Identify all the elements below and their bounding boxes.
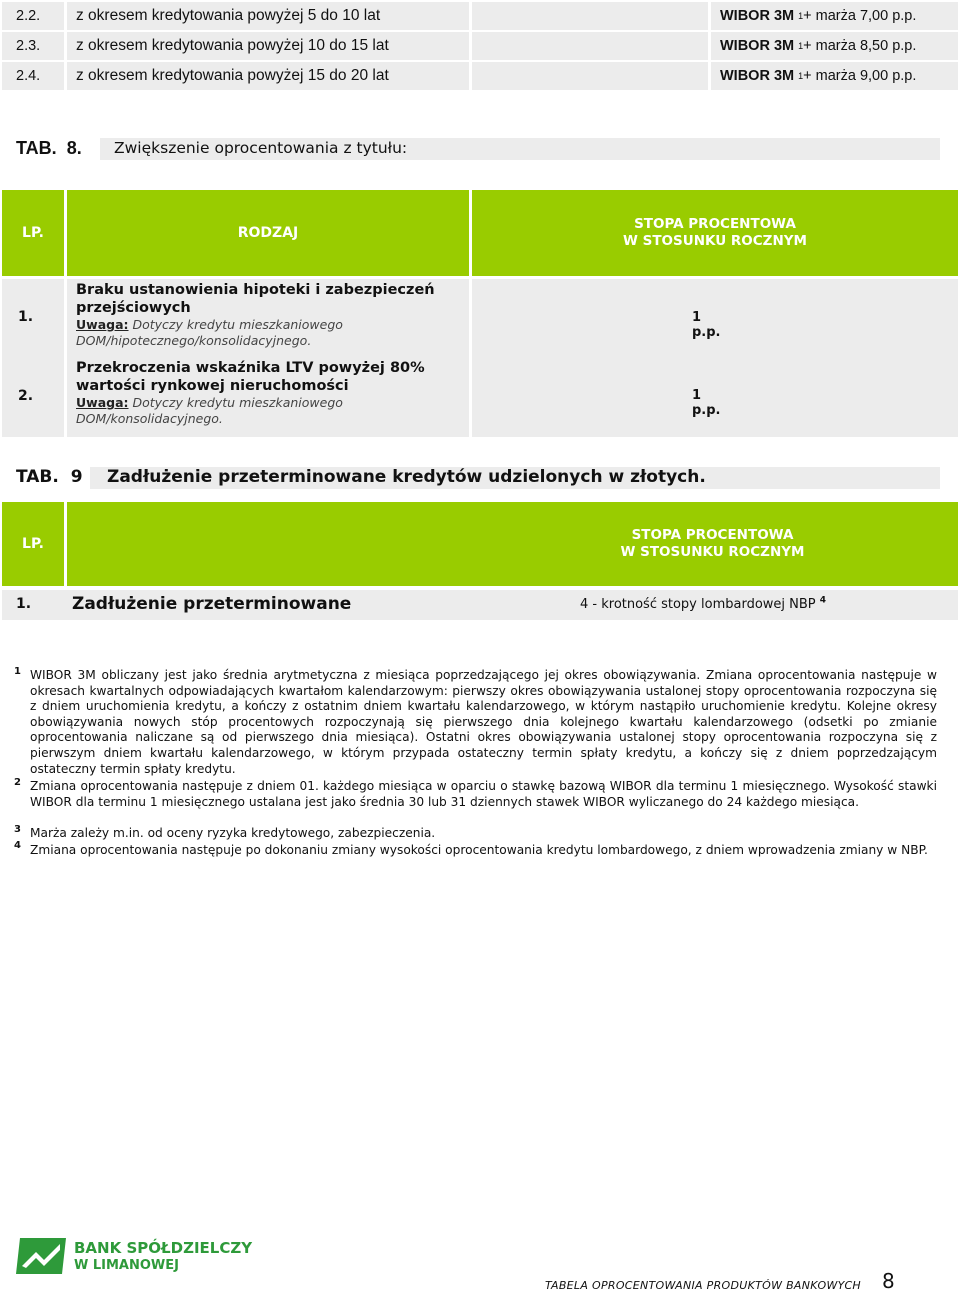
row-note (76, 317, 466, 349)
row-rate: 1 p.p. (692, 388, 721, 418)
row-description: z okresem kredytowania powyżej 5 do 10 lat (67, 2, 469, 30)
row-rate (580, 597, 826, 612)
footnote-ref: 4 (819, 595, 827, 606)
note-label: Uwaga: (76, 317, 129, 332)
footnote-text: Zmiana oprocentowania następuje po dokonaniu zmiany wysokości oprocentowania kredytu lombardowego, z dniem wprowadzenia zmiany w NBP. (30, 843, 928, 857)
row-rate: 1 p.p. (692, 310, 721, 340)
rate-base: WIBOR 3M (720, 38, 795, 54)
rate-margin: + marża 8,50 p.p. (803, 38, 917, 54)
row-number: 2.2. (2, 2, 64, 30)
page-number: 8 (882, 1269, 895, 1293)
tab8-title: Zwiększenie oprocentowania z tytułu: (114, 139, 408, 157)
bank-logo (16, 1236, 256, 1278)
header-stopa-line2: W STOSUNKU ROCZNYM (623, 233, 807, 249)
header-stopa (472, 190, 958, 276)
bank-name-line1: BANK SPÓŁDZIELCZY (74, 1239, 253, 1257)
note-label: Uwaga: (76, 395, 129, 410)
tab-label: TAB. (16, 138, 57, 158)
document-title: TABELA OPROCENTOWANIA PRODUKTÓW BANKOWYCH (545, 1279, 862, 1292)
footnote-text: WIBOR 3M obliczany jest jako średnia arytmetyczna z miesiąca poprzedzającego jej okres obowiązywania. Zmiana oprocentowania następuje w okresach kwartalnych odpowiadających kwartałom kalendarzowym: pierwszy okres obowiązywania ustalonej stopy oprocentowania rozpoczyna się z dniem uruchomienia kredytu, a kończy z ostatnim dniem kwartału kalendarzowego, w którym nastąpiło uruchomienie kredytu. Kolejne okresy obowiązywania nowych stóp procentowych rozpoczynają się pierwszego dnia kolejnego kwartału kalendarzowego (odsetki po zmianie oprocentowania naliczane są od pierwszego dnia miesiąca). Ostatni okres obowiązywania ustalonej stopy oprocentowania rozpoczyna się z pierwszym dniem kwartału kalendarzowego, w którym przypada ostateczny termin spłaty kredytu, a kończy się z dniem poprzedzającym ostateczny termin spłaty kredytu. (30, 668, 937, 776)
row-note (76, 395, 466, 427)
tab8-col-lp (2, 279, 64, 437)
row-title: Przekroczenia wskaźnika LTV powyżej 80% wartości rynkowej nieruchomości (76, 360, 425, 394)
header-lp: LP. (2, 502, 64, 586)
tab-number: 8. (66, 138, 82, 158)
row-description: z okresem kredytowania powyżej 10 do 15 lat (67, 32, 469, 60)
header-stopa-line1: STOPA PROCENTOWA (631, 527, 794, 543)
footnote-text: Zmiana oprocentowania następuje z dniem 01. każdego miesiąca w oparciu o stawkę bazową WIBOR dla terminu 1 miesięcznego. Wysokość stawki WIBOR dla terminu 1 miesięcznego ustalana jest jako średnia 30 lub 31 dziennych stawek WIBOR wyliczanego do 24 każdego miesiąca. (30, 779, 937, 809)
tab8-label (16, 138, 82, 159)
bank-logo-icon (16, 1236, 70, 1276)
row-rate: WIBOR 3M 1 + marża 8,50 p.p. (711, 32, 958, 60)
row-rate: WIBOR 3M 1 + marża 9,00 p.p. (711, 62, 958, 90)
header-stopa-line1: STOPA PROCENTOWA (634, 216, 796, 232)
header-stopa (67, 502, 958, 586)
footnote-number: 3 (14, 824, 21, 835)
rate-text: 4 - krotność stopy lombardowej NBP (580, 597, 816, 612)
note-text: Dotyczy kredytu mieszkaniowego DOM/konsolidacyjnego. (76, 395, 343, 426)
footnote-text: Marża zależy m.in. od oceny ryzyka kredytowego, zabezpieczenia. (30, 826, 436, 840)
footnote-number: 2 (14, 777, 21, 788)
row-blank (472, 2, 708, 30)
row-number: 1. (18, 309, 34, 325)
tab-label: TAB. (16, 467, 59, 487)
tab9-label (16, 467, 83, 487)
header-rodzaj: RODZAJ (67, 190, 469, 276)
tab9-title: Zadłużenie przeterminowane kredytów udzielonych w złotych. (107, 467, 706, 487)
header-stopa-line2: W STOSUNKU ROCZNYM (620, 544, 805, 560)
row-number: 2.4. (2, 62, 64, 90)
row-title: Zadłużenie przeterminowane (72, 594, 352, 614)
row-number: 2. (18, 388, 34, 404)
footnote-number: 1 (14, 666, 21, 677)
row-blank (472, 62, 708, 90)
row-title: Braku ustanowienia hipoteki i zabezpieczeń przejściowych (76, 282, 435, 316)
row-blank (472, 32, 708, 60)
rate-margin: + marża 9,00 p.p. (803, 68, 917, 84)
row-content (76, 359, 466, 427)
tab-number: 9 (70, 467, 83, 487)
footnote-number: 4 (14, 840, 21, 851)
row-content (76, 281, 466, 349)
row-description: z okresem kredytowania powyżej 15 do 20 lat (67, 62, 469, 90)
row-rate: WIBOR 3M 1 + marża 7,00 p.p. (711, 2, 958, 30)
header-lp: LP. (2, 190, 64, 276)
note-text: Dotyczy kredytu mieszkaniowego DOM/hipotecznego/konsolidacyjnego. (76, 317, 343, 348)
rate-base: WIBOR 3M (720, 68, 795, 84)
rate-base: WIBOR 3M (720, 8, 795, 24)
row-number: 2.3. (2, 32, 64, 60)
rate-margin: + marża 7,00 p.p. (803, 8, 917, 24)
row-number: 1. (16, 596, 32, 612)
bank-name-line2: W LIMANOWEJ (74, 1258, 179, 1273)
